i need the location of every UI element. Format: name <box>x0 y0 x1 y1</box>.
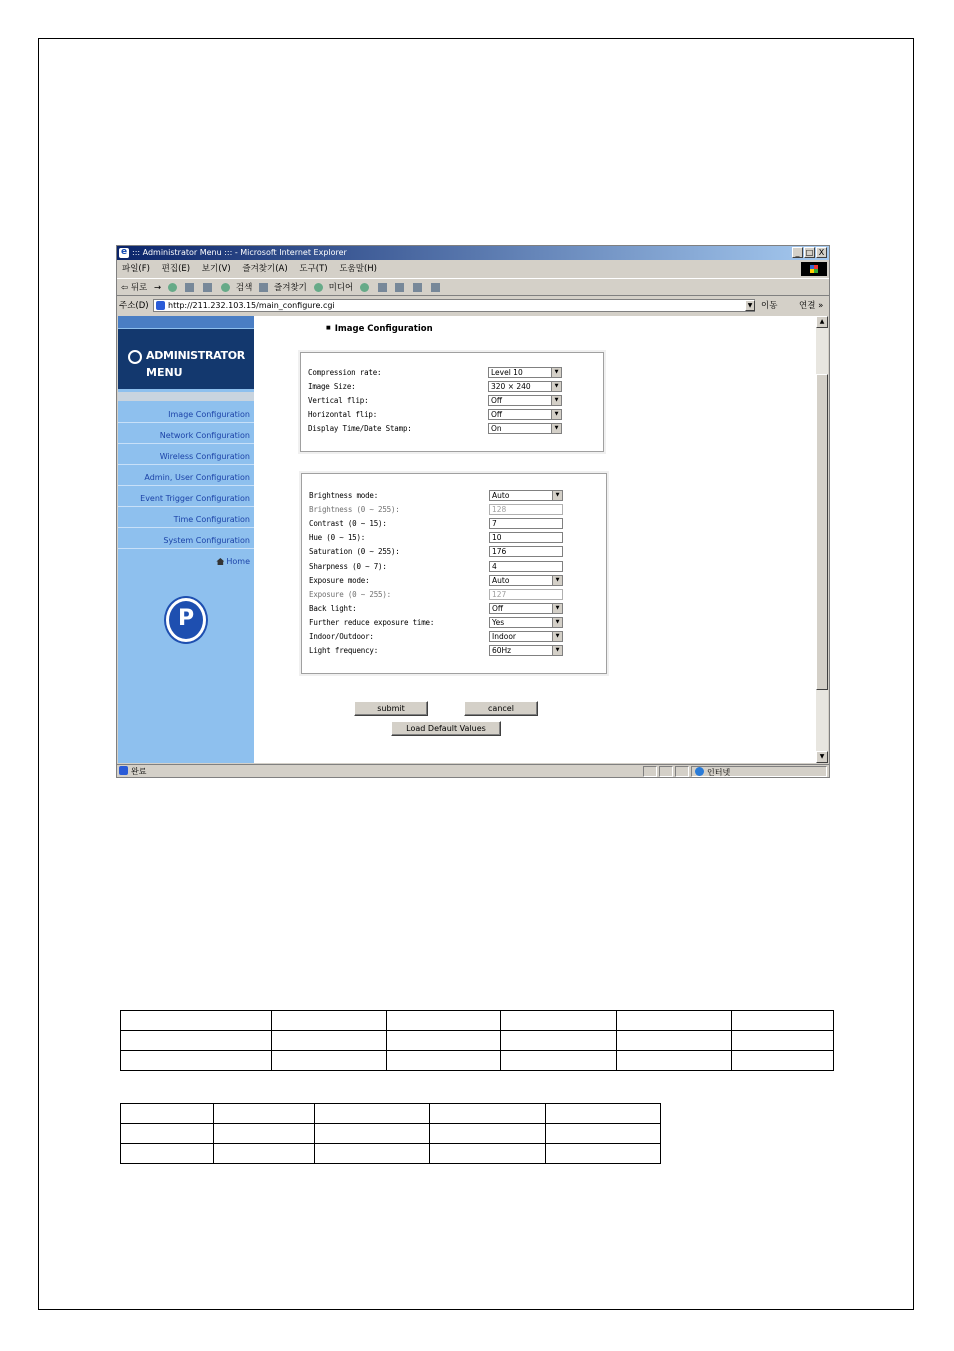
media-button[interactable]: 미디어 <box>328 283 354 293</box>
field-value: 10 <box>492 533 502 543</box>
field-value: 127 <box>492 589 507 599</box>
arrow-circle-icon <box>128 350 142 364</box>
company-logo-icon: P <box>166 598 206 642</box>
empty-table-1 <box>120 1010 834 1071</box>
chevron-down-icon: ▼ <box>551 424 561 433</box>
form-row <box>302 645 606 658</box>
title-bar <box>117 246 829 260</box>
field-value: 4 <box>492 561 497 571</box>
main-panel <box>254 316 816 763</box>
field-label: Sharpness (0 ~ 7): <box>309 561 387 571</box>
chevron-down-icon: ▼ <box>552 576 562 585</box>
chevron-down-icon: ▼ <box>552 604 562 613</box>
links-button[interactable]: 연결 » <box>799 301 824 311</box>
table-row <box>121 1031 834 1051</box>
select-field[interactable] <box>489 575 563 586</box>
sidebar-title-line2: MENU <box>146 366 183 379</box>
ie-icon <box>119 248 129 258</box>
close-button[interactable]: X <box>816 247 827 258</box>
page-icon <box>119 766 128 775</box>
chevron-down-icon: ▼ <box>551 382 561 391</box>
edit-icon[interactable] <box>413 283 422 292</box>
menu-favorites[interactable]: 즐겨찾기(A) <box>242 264 288 274</box>
sidebar-stripe <box>118 316 254 328</box>
text-field[interactable] <box>489 546 563 557</box>
scroll-thumb[interactable] <box>816 374 828 690</box>
select-field[interactable] <box>489 617 563 628</box>
page-content <box>118 316 828 763</box>
refresh-icon[interactable] <box>185 283 194 292</box>
image-adjust-group <box>301 473 607 674</box>
load-default-values-button[interactable]: Load Default Values <box>391 721 501 736</box>
address-label: 주소(D) <box>119 301 149 311</box>
vertical-scrollbar[interactable] <box>816 316 828 763</box>
field-value: Auto <box>492 575 510 585</box>
sidebar-header <box>118 329 254 389</box>
text-field[interactable] <box>489 532 563 543</box>
zone-text: 인터넷 <box>707 768 731 777</box>
status-bar <box>117 764 829 778</box>
basic-settings-group <box>300 352 604 452</box>
select-field[interactable] <box>488 367 562 378</box>
print-icon[interactable] <box>395 283 404 292</box>
go-button[interactable]: 이동 <box>761 301 778 311</box>
cancel-button[interactable]: cancel <box>464 701 538 716</box>
table-row <box>121 1104 661 1124</box>
field-value: Yes <box>492 617 505 627</box>
field-value: 176 <box>492 547 507 557</box>
menu-help[interactable]: 도움말(H) <box>339 264 377 274</box>
field-value: Off <box>491 410 503 419</box>
select-field[interactable] <box>489 631 563 642</box>
menu-tools[interactable]: 도구(T) <box>299 264 328 274</box>
select-field[interactable] <box>489 603 563 614</box>
field-label: Exposure (0 ~ 255): <box>309 589 391 599</box>
sidebar-item-time-configuration[interactable]: Time Configuration <box>118 507 254 528</box>
chevron-down-icon: ▼ <box>552 632 562 641</box>
chevron-down-icon: ▼ <box>551 396 561 405</box>
form-row <box>302 603 606 616</box>
form-row <box>302 631 606 644</box>
chevron-down-icon: ▼ <box>552 618 562 627</box>
minimize-button[interactable]: _ <box>792 247 803 258</box>
field-value: On <box>491 424 502 433</box>
field-label: Further reduce exposure time: <box>309 617 435 627</box>
globe-icon <box>695 767 704 776</box>
history-icon[interactable] <box>360 283 369 292</box>
browser-window <box>116 245 830 778</box>
menu-edit[interactable]: 편집(E) <box>161 264 191 274</box>
field-value: Indoor <box>492 632 516 641</box>
form-row <box>302 575 606 588</box>
sidebar-item-network-configuration[interactable]: Network Configuration <box>118 423 254 444</box>
text-field[interactable] <box>489 518 563 529</box>
field-label: Compression rate: <box>308 368 382 377</box>
table-row <box>121 1124 661 1144</box>
form-row <box>302 532 606 545</box>
favorites-button[interactable]: 즐겨찾기 <box>274 283 307 293</box>
form-row <box>301 409 603 422</box>
chevron-down-icon: ▼ <box>551 368 561 377</box>
maximize-button[interactable]: □ <box>805 248 814 257</box>
field-label: Hue (0 ~ 15): <box>309 533 366 543</box>
search-icon <box>221 283 230 292</box>
status-text: 완료 <box>131 767 147 776</box>
select-field[interactable] <box>489 490 563 501</box>
address-bar <box>117 297 829 315</box>
status-segment <box>675 766 689 777</box>
field-label: Brightness mode: <box>309 491 379 500</box>
sidebar-item-image-configuration[interactable]: Image Configuration <box>118 402 254 423</box>
select-field[interactable] <box>488 409 562 420</box>
stop-icon[interactable] <box>168 283 177 292</box>
form-row <box>302 617 606 630</box>
mail-icon[interactable] <box>378 283 387 292</box>
home-label: Home <box>226 557 250 566</box>
field-value: Auto <box>492 491 510 500</box>
field-label: Saturation (0 ~ 255): <box>309 547 400 557</box>
field-label: Back light: <box>309 603 357 613</box>
select-field[interactable] <box>488 395 562 406</box>
field-value: 128 <box>492 505 507 515</box>
home-icon[interactable] <box>203 283 212 292</box>
zone-panel <box>691 766 827 777</box>
status-segment <box>659 766 673 777</box>
field-label: Light frequency: <box>309 646 379 656</box>
field-value: 60Hz <box>492 646 512 656</box>
home-icon <box>216 558 224 565</box>
text-field[interactable] <box>489 504 563 515</box>
field-value: Level 10 <box>491 368 523 377</box>
field-label: Brightness (0 ~ 255): <box>309 505 400 515</box>
field-value: 7 <box>492 519 497 529</box>
sidebar-nav <box>118 402 254 570</box>
form-row <box>302 504 606 517</box>
field-label: Contrast (0 ~ 15): <box>309 519 387 529</box>
discuss-icon[interactable] <box>431 283 440 292</box>
address-dropdown-icon[interactable]: ▼ <box>745 300 755 311</box>
field-value: Off <box>492 603 504 613</box>
form-row <box>301 423 603 436</box>
table-row <box>121 1051 834 1071</box>
window-title: ::: Administrator Menu ::: - Microsoft Internet Explorer <box>132 248 347 257</box>
form-row <box>301 395 603 408</box>
field-label: Vertical flip: <box>308 396 369 405</box>
media-icon <box>314 283 323 292</box>
select-field[interactable] <box>489 645 563 656</box>
sidebar <box>118 316 254 763</box>
scroll-down-icon[interactable]: ▼ <box>816 751 828 763</box>
sidebar-item-wireless-configuration[interactable]: Wireless Configuration <box>118 444 254 465</box>
section-title: ■ Image Configuration <box>326 324 433 334</box>
empty-table-2 <box>120 1103 661 1164</box>
form-row <box>302 490 606 503</box>
table-row <box>121 1144 661 1164</box>
sidebar-item-event-trigger-configuration[interactable]: Event Trigger Configuration <box>118 486 254 507</box>
field-label: Indoor/Outdoor: <box>309 632 374 641</box>
field-label: Horizontal flip: <box>308 410 378 419</box>
chevron-down-icon: ▼ <box>551 410 561 419</box>
search-button[interactable]: 검색 <box>235 283 253 293</box>
submit-button[interactable]: submit <box>354 701 428 716</box>
menu-file[interactable]: 파일(F) <box>122 264 150 274</box>
text-field[interactable] <box>489 589 563 600</box>
toolbar <box>117 278 829 296</box>
sidebar-divider <box>118 392 254 401</box>
form-row <box>301 381 603 394</box>
select-field[interactable] <box>488 381 562 392</box>
chevron-down-icon: ▼ <box>552 491 562 500</box>
form-row <box>302 518 606 531</box>
sidebar-title-line1: ADMINISTRATOR <box>146 349 245 362</box>
field-label: Exposure mode: <box>309 575 370 585</box>
scroll-up-icon[interactable]: ▲ <box>816 316 828 328</box>
sidebar-item-home[interactable] <box>118 549 254 570</box>
field-label: Display Time/Date Stamp: <box>308 424 412 433</box>
form-row <box>302 589 606 602</box>
field-label: Image Size: <box>308 382 356 391</box>
address-input[interactable]: http://211.232.103.15/main_configure.cgi <box>153 299 755 312</box>
select-field[interactable] <box>488 423 562 434</box>
field-value: Off <box>491 396 503 405</box>
form-row <box>301 367 603 380</box>
menu-view[interactable]: 보기(V) <box>201 264 231 274</box>
favorites-icon <box>259 283 268 292</box>
table-row <box>121 1011 834 1031</box>
form-row <box>302 546 606 559</box>
windows-logo-icon <box>801 262 827 276</box>
status-segment <box>643 766 657 777</box>
back-button[interactable]: ⇦ 뒤로 <box>121 283 148 293</box>
form-row <box>302 561 606 574</box>
menu-bar <box>117 261 829 277</box>
sidebar-item-system-configuration[interactable]: System Configuration <box>118 528 254 549</box>
chevron-down-icon: ▼ <box>552 646 562 655</box>
forward-icon[interactable]: → <box>153 283 162 293</box>
text-field[interactable] <box>489 561 563 572</box>
field-value: 320 × 240 <box>491 382 531 391</box>
sidebar-item-admin-user-configuration[interactable]: Admin, User Configuration <box>118 465 254 486</box>
